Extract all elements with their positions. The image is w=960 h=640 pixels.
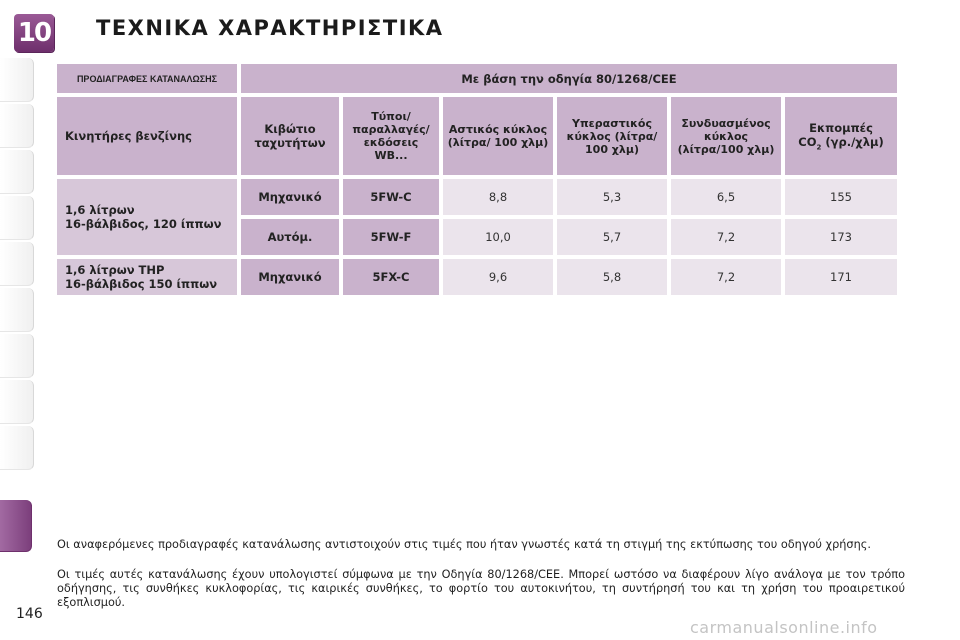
type-cell: 5FW-F (343, 219, 439, 255)
engine-label-line1: 1,6 λίτρων THP (65, 263, 165, 277)
spec-label: ΠΡΟΔΙΑΓΡΑΦΕΣ ΚΑΤΑΝΑΛΩΣΗΣ (57, 64, 237, 93)
col-combined: Συνδυασμένος κύκλος (λίτρα/100 χλμ) (671, 97, 781, 175)
consumption-table (53, 60, 901, 299)
co2-unit (788, 135, 894, 151)
side-tab[interactable] (0, 242, 34, 286)
urban-cell: 10,0 (443, 219, 553, 255)
urban-cell: 9,6 (443, 259, 553, 295)
col-urban: Αστικός κύκλος (λίτρα/ 100 χλμ) (443, 97, 553, 175)
chapter-number: 10 (17, 18, 51, 48)
gearbox-cell: Αυτόμ. (241, 219, 339, 255)
side-tab[interactable] (0, 196, 34, 240)
combined-cell: 6,5 (671, 179, 781, 215)
co2-main: CO (798, 134, 817, 149)
extra-urban-cell: 5,3 (557, 179, 667, 215)
type-cell: 5FX-C (343, 259, 439, 295)
extra-urban-cell: 5,7 (557, 219, 667, 255)
extra-urban-cell: 5,8 (557, 259, 667, 295)
co2-suffix: (γρ./χλμ) (821, 134, 884, 149)
co2-sub: 2 (816, 143, 822, 152)
watermark: carmanualsonline.info (690, 618, 878, 637)
engine-label-line2: 16-βάλβιδος, 120 ίππων (65, 217, 222, 231)
side-tab-active[interactable] (0, 500, 32, 552)
co2-cell: 173 (785, 219, 897, 255)
urban-cell: 8,8 (443, 179, 553, 215)
type-cell: 5FW-C (343, 179, 439, 215)
engine-label-line1: 1,6 λίτρων (65, 203, 135, 217)
chapter-badge (14, 14, 54, 52)
col-types: Τύποι/ παραλλαγές/ εκδόσεις WB... (343, 97, 439, 175)
col-gearbox: Κιβώτιο ταχυτήτων (241, 97, 339, 175)
col-extra-urban: Υπεραστικός κύκλος (λίτρα/ 100 χλμ) (557, 97, 667, 175)
note-paragraph-1: Οι αναφερόμενες προδιαγραφές κατανάλωσης αντιστοιχούν στις τιμές που ήταν γνωστές κατά τη στιγμή της εκτύπωσης του οδηγού χρήσης. (57, 538, 871, 551)
col-engines: Κινητήρες βενζίνης (57, 97, 237, 175)
engine-group-2 (57, 259, 237, 295)
side-tabs (0, 58, 40, 558)
co2-cell: 155 (785, 179, 897, 215)
side-tab[interactable] (0, 150, 34, 194)
side-tab[interactable] (0, 334, 34, 378)
directive-label: Με βάση την οδηγία 80/1268/CEE (241, 64, 897, 93)
engine-group-1 (57, 179, 237, 255)
side-tab[interactable] (0, 426, 34, 470)
chapter-title: ΤΕΧΝΙΚΑ ΧΑΡΑΚΤΗΡΙΣΤΙΚΑ (96, 16, 444, 40)
co2-cell: 171 (785, 259, 897, 295)
col-co2 (785, 97, 897, 175)
combined-cell: 7,2 (671, 219, 781, 255)
side-tab[interactable] (0, 380, 34, 424)
side-tab[interactable] (0, 104, 34, 148)
side-tab[interactable] (0, 288, 34, 332)
gearbox-cell: Μηχανικό (241, 179, 339, 215)
gearbox-cell: Μηχανικό (241, 259, 339, 295)
co2-prefix: Εκπομπές (809, 120, 873, 135)
page-number: 146 (16, 606, 43, 622)
combined-cell: 7,2 (671, 259, 781, 295)
engine-label-line2: 16-βάλβιδος 150 ίππων (65, 277, 218, 291)
side-tab[interactable] (0, 58, 34, 102)
page-header (0, 0, 960, 52)
note-paragraph-2: Οι τιμές αυτές κατανάλωσης έχουν υπολογιστεί σύμφωνα με την Οδηγία 80/1268/CEE. Μπορεί ωστόσο να διαφέρουν λίγο ανάλογα με τον τρόπο οδήγησης, τις συνθήκες κυκλοφορίας, τις καιρικές συνθήκες, το φορτίο του αυτοκινήτου, τη συντήρησή του και τη χρήση του προαιρετικού εξοπλισμού. (57, 568, 905, 609)
